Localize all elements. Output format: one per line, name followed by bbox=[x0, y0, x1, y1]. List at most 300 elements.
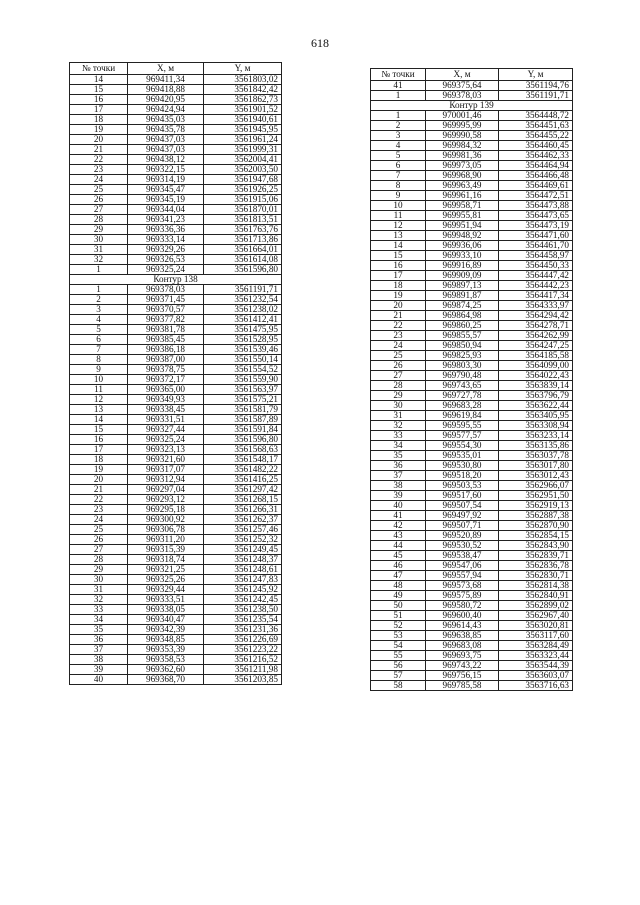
x-coordinate-cell: 969368,70 bbox=[128, 675, 204, 685]
point-number-cell: 24 bbox=[70, 175, 128, 185]
x-coordinate-cell: 969557,94 bbox=[426, 571, 499, 581]
point-number-cell: 47 bbox=[371, 571, 426, 581]
table-row bbox=[371, 461, 573, 471]
x-coordinate-cell: 969353,39 bbox=[128, 645, 204, 655]
table-row bbox=[70, 135, 282, 145]
y-coordinate-cell: 3561596,80 bbox=[204, 265, 282, 275]
x-coordinate-cell: 969349,93 bbox=[128, 395, 204, 405]
x-coordinate-cell: 969333,51 bbox=[128, 595, 204, 605]
y-coordinate-cell: 3561550,14 bbox=[204, 355, 282, 365]
point-number-cell: 17 bbox=[371, 271, 426, 281]
point-number-cell: 20 bbox=[371, 301, 426, 311]
x-coordinate-cell: 969338,45 bbox=[128, 405, 204, 415]
y-coordinate-cell: 3561554,52 bbox=[204, 365, 282, 375]
x-coordinate-cell: 969575,89 bbox=[426, 591, 499, 601]
y-coordinate-cell: 3561238,02 bbox=[204, 305, 282, 315]
x-coordinate-cell: 969520,89 bbox=[426, 531, 499, 541]
y-coordinate-cell: 3563405,95 bbox=[499, 411, 573, 421]
x-coordinate-cell: 969424,94 bbox=[128, 105, 204, 115]
table-row bbox=[371, 301, 573, 311]
x-coordinate-cell: 969358,53 bbox=[128, 655, 204, 665]
header-point-number: № точки bbox=[70, 63, 128, 75]
point-number-cell: 20 bbox=[70, 475, 128, 485]
point-number-cell: 15 bbox=[371, 251, 426, 261]
table-row bbox=[70, 255, 282, 265]
table-row bbox=[70, 435, 282, 445]
table-row bbox=[371, 661, 573, 671]
table-row bbox=[371, 281, 573, 291]
table-row bbox=[70, 185, 282, 195]
table-row bbox=[371, 671, 573, 681]
y-coordinate-cell: 3561926,25 bbox=[204, 185, 282, 195]
point-number-cell: 58 bbox=[371, 681, 426, 691]
x-coordinate-cell: 969595,55 bbox=[426, 421, 499, 431]
x-coordinate-cell: 969314,19 bbox=[128, 175, 204, 185]
y-coordinate-cell: 3561191,71 bbox=[204, 285, 282, 295]
x-coordinate-cell: 969614,43 bbox=[426, 621, 499, 631]
table-row bbox=[371, 221, 573, 231]
y-coordinate-cell: 3564464,94 bbox=[499, 161, 573, 171]
table-row bbox=[70, 375, 282, 385]
table-row bbox=[371, 231, 573, 241]
x-coordinate-cell: 969327,44 bbox=[128, 425, 204, 435]
y-coordinate-cell: 3561945,95 bbox=[204, 125, 282, 135]
table-row bbox=[70, 455, 282, 465]
table-row bbox=[371, 151, 573, 161]
x-coordinate-cell: 969345,19 bbox=[128, 195, 204, 205]
y-coordinate-cell: 3561539,46 bbox=[204, 345, 282, 355]
y-coordinate-cell: 3562967,40 bbox=[499, 611, 573, 621]
y-coordinate-cell: 3564469,61 bbox=[499, 181, 573, 191]
point-number-cell: 6 bbox=[371, 161, 426, 171]
point-number-cell: 24 bbox=[70, 515, 128, 525]
y-coordinate-cell: 3561596,80 bbox=[204, 435, 282, 445]
x-coordinate-cell: 969727,78 bbox=[426, 391, 499, 401]
y-coordinate-cell: 3561412,41 bbox=[204, 315, 282, 325]
x-coordinate-cell: 969325,24 bbox=[128, 265, 204, 275]
y-coordinate-cell: 3563839,14 bbox=[499, 381, 573, 391]
point-number-cell: 5 bbox=[371, 151, 426, 161]
table-row bbox=[371, 551, 573, 561]
x-coordinate-cell: 969683,08 bbox=[426, 641, 499, 651]
point-number-cell: 23 bbox=[371, 331, 426, 341]
point-number-cell: 36 bbox=[70, 635, 128, 645]
point-number-cell: 18 bbox=[70, 115, 128, 125]
point-number-cell: 28 bbox=[70, 555, 128, 565]
coordinates-table-left bbox=[69, 62, 282, 685]
table-row bbox=[70, 555, 282, 565]
point-number-cell: 31 bbox=[70, 585, 128, 595]
x-coordinate-cell: 969968,90 bbox=[426, 171, 499, 181]
table-row bbox=[70, 475, 282, 485]
y-coordinate-cell: 3563544,39 bbox=[499, 661, 573, 671]
y-coordinate-cell: 3561563,97 bbox=[204, 385, 282, 395]
x-coordinate-cell: 969864,98 bbox=[426, 311, 499, 321]
y-coordinate-cell: 3564451,63 bbox=[499, 121, 573, 131]
point-number-cell: 18 bbox=[371, 281, 426, 291]
table-row bbox=[70, 395, 282, 405]
table-row bbox=[371, 401, 573, 411]
contour-heading-row bbox=[371, 101, 573, 111]
x-coordinate-cell: 969377,82 bbox=[128, 315, 204, 325]
point-number-cell: 1 bbox=[371, 111, 426, 121]
table-row bbox=[371, 651, 573, 661]
table-row bbox=[70, 325, 282, 335]
x-coordinate-cell: 969693,75 bbox=[426, 651, 499, 661]
y-coordinate-cell: 3564442,23 bbox=[499, 281, 573, 291]
x-coordinate-cell: 969371,45 bbox=[128, 295, 204, 305]
point-number-cell: 7 bbox=[371, 171, 426, 181]
table-row bbox=[371, 181, 573, 191]
x-coordinate-cell: 969342,39 bbox=[128, 625, 204, 635]
table-row bbox=[371, 521, 573, 531]
point-number-cell: 37 bbox=[70, 645, 128, 655]
point-number-cell: 18 bbox=[70, 455, 128, 465]
point-number-cell: 10 bbox=[70, 375, 128, 385]
table-row bbox=[371, 351, 573, 361]
point-number-cell: 3 bbox=[371, 131, 426, 141]
table-row bbox=[70, 215, 282, 225]
y-coordinate-cell: 3561575,21 bbox=[204, 395, 282, 405]
point-number-cell: 35 bbox=[70, 625, 128, 635]
point-number-cell: 8 bbox=[70, 355, 128, 365]
point-number-cell: 12 bbox=[70, 395, 128, 405]
y-coordinate-cell: 3564460,45 bbox=[499, 141, 573, 151]
header-x: X, м bbox=[128, 63, 204, 75]
x-coordinate-cell: 969948,92 bbox=[426, 231, 499, 241]
y-coordinate-cell: 3564473,88 bbox=[499, 201, 573, 211]
table-row bbox=[70, 195, 282, 205]
point-number-cell: 31 bbox=[371, 411, 426, 421]
point-number-cell: 27 bbox=[70, 205, 128, 215]
y-coordinate-cell: 3563020,81 bbox=[499, 621, 573, 631]
y-coordinate-cell: 3562854,15 bbox=[499, 531, 573, 541]
x-coordinate-cell: 969420,95 bbox=[128, 95, 204, 105]
point-number-cell: 41 bbox=[371, 511, 426, 521]
x-coordinate-cell: 969311,20 bbox=[128, 535, 204, 545]
x-coordinate-cell: 969318,74 bbox=[128, 555, 204, 565]
x-coordinate-cell: 969916,89 bbox=[426, 261, 499, 271]
table-row bbox=[70, 495, 282, 505]
point-number-cell: 29 bbox=[371, 391, 426, 401]
point-number-cell: 17 bbox=[70, 105, 128, 115]
table-row bbox=[70, 385, 282, 395]
y-coordinate-cell: 3561664,01 bbox=[204, 245, 282, 255]
y-coordinate-cell: 3563117,60 bbox=[499, 631, 573, 641]
table-row bbox=[371, 261, 573, 271]
y-coordinate-cell: 3561247,83 bbox=[204, 575, 282, 585]
x-coordinate-cell: 969530,80 bbox=[426, 461, 499, 471]
x-coordinate-cell: 969411,34 bbox=[128, 75, 204, 85]
x-coordinate-cell: 969312,94 bbox=[128, 475, 204, 485]
y-coordinate-cell: 3564448,72 bbox=[499, 111, 573, 121]
y-coordinate-cell: 3564278,71 bbox=[499, 321, 573, 331]
y-coordinate-cell: 3562814,38 bbox=[499, 581, 573, 591]
table-row bbox=[70, 105, 282, 115]
x-coordinate-cell: 969378,75 bbox=[128, 365, 204, 375]
y-coordinate-cell: 3563796,79 bbox=[499, 391, 573, 401]
y-coordinate-cell: 3563716,63 bbox=[499, 681, 573, 691]
table-row bbox=[70, 315, 282, 325]
x-coordinate-cell: 969365,00 bbox=[128, 385, 204, 395]
table-row bbox=[70, 205, 282, 215]
point-number-cell: 38 bbox=[70, 655, 128, 665]
x-coordinate-cell: 969340,47 bbox=[128, 615, 204, 625]
table-row bbox=[70, 635, 282, 645]
point-number-cell: 52 bbox=[371, 621, 426, 631]
x-coordinate-cell: 969518,20 bbox=[426, 471, 499, 481]
point-number-cell: 21 bbox=[70, 145, 128, 155]
table-row bbox=[70, 595, 282, 605]
point-number-cell: 13 bbox=[70, 405, 128, 415]
y-coordinate-cell: 3561614,08 bbox=[204, 255, 282, 265]
y-coordinate-cell: 3561947,68 bbox=[204, 175, 282, 185]
y-coordinate-cell: 3561713,86 bbox=[204, 235, 282, 245]
x-coordinate-cell: 969951,94 bbox=[426, 221, 499, 231]
x-coordinate-cell: 969933,10 bbox=[426, 251, 499, 261]
y-coordinate-cell: 3561257,46 bbox=[204, 525, 282, 535]
table-row bbox=[371, 411, 573, 421]
y-coordinate-cell: 3562839,71 bbox=[499, 551, 573, 561]
x-coordinate-cell: 969300,92 bbox=[128, 515, 204, 525]
x-coordinate-cell: 969321,25 bbox=[128, 565, 204, 575]
y-coordinate-cell: 3564294,42 bbox=[499, 311, 573, 321]
x-coordinate-cell: 969547,06 bbox=[426, 561, 499, 571]
table-row bbox=[70, 625, 282, 635]
point-number-cell: 29 bbox=[70, 565, 128, 575]
y-coordinate-cell: 3563017,80 bbox=[499, 461, 573, 471]
x-coordinate-cell: 969497,92 bbox=[426, 511, 499, 521]
point-number-cell: 32 bbox=[70, 595, 128, 605]
y-coordinate-cell: 3563012,43 bbox=[499, 471, 573, 481]
point-number-cell: 2 bbox=[371, 121, 426, 131]
y-coordinate-cell: 3564417,34 bbox=[499, 291, 573, 301]
table-row bbox=[371, 111, 573, 121]
table-row bbox=[70, 75, 282, 85]
page-number: 618 bbox=[311, 36, 329, 50]
point-number-cell: 56 bbox=[371, 661, 426, 671]
x-coordinate-cell: 969386,18 bbox=[128, 345, 204, 355]
x-coordinate-cell: 969329,44 bbox=[128, 585, 204, 595]
point-number-cell: 1 bbox=[371, 91, 426, 101]
y-coordinate-cell: 3564461,70 bbox=[499, 241, 573, 251]
header-y: Y, м bbox=[499, 69, 573, 81]
x-coordinate-cell: 969973,05 bbox=[426, 161, 499, 171]
table-row bbox=[371, 321, 573, 331]
x-coordinate-cell: 969577,57 bbox=[426, 431, 499, 441]
y-coordinate-cell: 3561842,42 bbox=[204, 85, 282, 95]
table-row bbox=[371, 541, 573, 551]
table-row bbox=[70, 165, 282, 175]
point-number-cell: 22 bbox=[70, 155, 128, 165]
y-coordinate-cell: 3564471,60 bbox=[499, 231, 573, 241]
y-coordinate-cell: 3561803,02 bbox=[204, 75, 282, 85]
table-row bbox=[70, 665, 282, 675]
point-number-cell: 34 bbox=[70, 615, 128, 625]
point-number-cell: 23 bbox=[70, 165, 128, 175]
x-coordinate-cell: 969338,05 bbox=[128, 605, 204, 615]
point-number-cell: 22 bbox=[70, 495, 128, 505]
y-coordinate-cell: 3561591,84 bbox=[204, 425, 282, 435]
point-number-cell: 54 bbox=[371, 641, 426, 651]
table-row bbox=[70, 155, 282, 165]
table-row bbox=[371, 471, 573, 481]
y-coordinate-cell: 3561252,32 bbox=[204, 535, 282, 545]
y-coordinate-cell: 3561416,25 bbox=[204, 475, 282, 485]
x-coordinate-cell: 969325,26 bbox=[128, 575, 204, 585]
x-coordinate-cell: 969535,01 bbox=[426, 451, 499, 461]
table-row bbox=[70, 285, 282, 295]
y-coordinate-cell: 3564099,00 bbox=[499, 361, 573, 371]
y-coordinate-cell: 3563037,78 bbox=[499, 451, 573, 461]
x-coordinate-cell: 969580,72 bbox=[426, 601, 499, 611]
point-number-cell: 46 bbox=[371, 561, 426, 571]
table-row bbox=[371, 681, 573, 691]
x-coordinate-cell: 969381,78 bbox=[128, 325, 204, 335]
table-row bbox=[371, 271, 573, 281]
x-coordinate-cell: 969326,53 bbox=[128, 255, 204, 265]
point-number-cell: 10 bbox=[371, 201, 426, 211]
point-number-cell: 14 bbox=[371, 241, 426, 251]
table-row bbox=[70, 85, 282, 95]
point-number-cell: 28 bbox=[70, 215, 128, 225]
point-number-cell: 37 bbox=[371, 471, 426, 481]
x-coordinate-cell: 969315,39 bbox=[128, 545, 204, 555]
point-number-cell: 26 bbox=[70, 195, 128, 205]
table-row bbox=[70, 295, 282, 305]
y-coordinate-cell: 3561870,01 bbox=[204, 205, 282, 215]
table-row bbox=[70, 585, 282, 595]
y-coordinate-cell: 3561211,98 bbox=[204, 665, 282, 675]
table-row bbox=[371, 641, 573, 651]
x-coordinate-cell: 969538,47 bbox=[426, 551, 499, 561]
y-coordinate-cell: 3564472,51 bbox=[499, 191, 573, 201]
y-coordinate-cell: 3562899,02 bbox=[499, 601, 573, 611]
point-number-cell: 1 bbox=[70, 265, 128, 275]
point-number-cell: 5 bbox=[70, 325, 128, 335]
x-coordinate-cell: 969790,48 bbox=[426, 371, 499, 381]
y-coordinate-cell: 3564185,58 bbox=[499, 351, 573, 361]
header-x: X, м bbox=[426, 69, 499, 81]
y-coordinate-cell: 3561266,31 bbox=[204, 505, 282, 515]
y-coordinate-cell: 3564247,25 bbox=[499, 341, 573, 351]
point-number-cell: 11 bbox=[70, 385, 128, 395]
point-number-cell: 15 bbox=[70, 425, 128, 435]
y-coordinate-cell: 3562830,71 bbox=[499, 571, 573, 581]
table-row bbox=[371, 191, 573, 201]
point-number-cell: 33 bbox=[70, 605, 128, 615]
table-row bbox=[371, 421, 573, 431]
x-coordinate-cell: 969317,07 bbox=[128, 465, 204, 475]
x-coordinate-cell: 969897,13 bbox=[426, 281, 499, 291]
table-row bbox=[70, 175, 282, 185]
y-coordinate-cell: 3561226,69 bbox=[204, 635, 282, 645]
point-number-cell: 30 bbox=[70, 235, 128, 245]
y-coordinate-cell: 3564473,19 bbox=[499, 221, 573, 231]
point-number-cell: 48 bbox=[371, 581, 426, 591]
y-coordinate-cell: 3564447,42 bbox=[499, 271, 573, 281]
point-number-cell: 25 bbox=[371, 351, 426, 361]
x-coordinate-cell: 969336,36 bbox=[128, 225, 204, 235]
y-coordinate-cell: 3563135,86 bbox=[499, 441, 573, 451]
x-coordinate-cell: 969341,23 bbox=[128, 215, 204, 225]
table-row bbox=[371, 131, 573, 141]
table-row bbox=[70, 675, 282, 685]
x-coordinate-cell: 969321,60 bbox=[128, 455, 204, 465]
y-coordinate-cell: 3564022,43 bbox=[499, 371, 573, 381]
x-coordinate-cell: 969507,54 bbox=[426, 501, 499, 511]
x-coordinate-cell: 969344,04 bbox=[128, 205, 204, 215]
x-coordinate-cell: 969437,03 bbox=[128, 135, 204, 145]
table-row bbox=[70, 485, 282, 495]
point-number-cell: 26 bbox=[371, 361, 426, 371]
table-row bbox=[371, 601, 573, 611]
contour-heading-row bbox=[70, 275, 282, 285]
point-number-cell: 15 bbox=[70, 85, 128, 95]
x-coordinate-cell: 969984,32 bbox=[426, 141, 499, 151]
x-coordinate-cell: 969990,58 bbox=[426, 131, 499, 141]
table-row bbox=[371, 121, 573, 131]
point-number-cell: 20 bbox=[70, 135, 128, 145]
table-row bbox=[70, 535, 282, 545]
point-number-cell: 33 bbox=[371, 431, 426, 441]
x-coordinate-cell: 969619,84 bbox=[426, 411, 499, 421]
table-row bbox=[371, 391, 573, 401]
x-coordinate-cell: 969293,12 bbox=[128, 495, 204, 505]
point-number-cell: 6 bbox=[70, 335, 128, 345]
y-coordinate-cell: 3564455,22 bbox=[499, 131, 573, 141]
point-number-cell: 38 bbox=[371, 481, 426, 491]
x-coordinate-cell: 969435,78 bbox=[128, 125, 204, 135]
point-number-cell: 9 bbox=[371, 191, 426, 201]
y-coordinate-cell: 3561268,15 bbox=[204, 495, 282, 505]
x-coordinate-cell: 969387,00 bbox=[128, 355, 204, 365]
table-row bbox=[70, 575, 282, 585]
y-coordinate-cell: 3561194,76 bbox=[499, 81, 573, 91]
x-coordinate-cell: 969331,51 bbox=[128, 415, 204, 425]
y-coordinate-cell: 3561568,63 bbox=[204, 445, 282, 455]
point-number-cell: 26 bbox=[70, 535, 128, 545]
point-number-cell: 45 bbox=[371, 551, 426, 561]
point-number-cell: 14 bbox=[70, 75, 128, 85]
table-row bbox=[371, 531, 573, 541]
table-row bbox=[70, 565, 282, 575]
table-row bbox=[70, 415, 282, 425]
y-coordinate-cell: 3564458,97 bbox=[499, 251, 573, 261]
y-coordinate-cell: 3561235,54 bbox=[204, 615, 282, 625]
table-row bbox=[70, 245, 282, 255]
x-coordinate-cell: 969803,30 bbox=[426, 361, 499, 371]
table-row bbox=[70, 345, 282, 355]
y-coordinate-cell: 3561548,17 bbox=[204, 455, 282, 465]
y-coordinate-cell: 3562870,90 bbox=[499, 521, 573, 531]
table-row bbox=[70, 145, 282, 155]
table-row bbox=[371, 201, 573, 211]
point-number-cell: 23 bbox=[70, 505, 128, 515]
table-row bbox=[70, 365, 282, 375]
y-coordinate-cell: 3564473,65 bbox=[499, 211, 573, 221]
table-row bbox=[371, 251, 573, 261]
y-coordinate-cell: 3561242,45 bbox=[204, 595, 282, 605]
table-row bbox=[371, 161, 573, 171]
table-row bbox=[70, 335, 282, 345]
y-coordinate-cell: 3561961,24 bbox=[204, 135, 282, 145]
header-y: Y, м bbox=[204, 63, 282, 75]
x-coordinate-cell: 969554,30 bbox=[426, 441, 499, 451]
x-coordinate-cell: 969345,47 bbox=[128, 185, 204, 195]
point-number-cell: 49 bbox=[371, 591, 426, 601]
point-number-cell: 39 bbox=[70, 665, 128, 675]
